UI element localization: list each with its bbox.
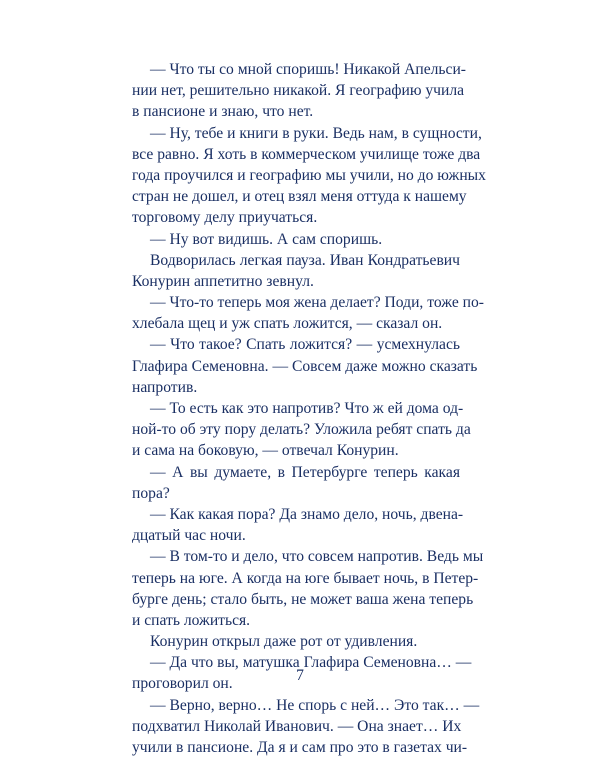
text-line: нии нет, решительно никакой. Я географию учила (132, 82, 465, 100)
text-line: Водворилась легкая пауза. Иван Кондратьевич (150, 251, 460, 269)
text-line: все равно. Я хоть в коммерческом училище тоже два (132, 145, 481, 163)
text-line: — Как какая пора? Да знамо дело, ночь, двена- (150, 505, 464, 523)
text-line: — Ну, тебе и книги в руки. Ведь нам, в сущности, (150, 124, 482, 142)
text-line: Конурин открыл даже рот от удивления. (150, 633, 418, 651)
text-line: бурге день; стало быть, не может ваша жена теперь (132, 590, 474, 608)
text-line: учили в пансионе. Да я и сам про это в газетах чи- (132, 739, 468, 756)
text-line: дцатый час ночи. (132, 527, 246, 545)
text-line: — Ну вот видишь. А сам споришь. (150, 230, 383, 248)
body-text (132, 59, 486, 758)
text-line: и спать ложиться. (132, 611, 251, 629)
text-line: в пансионе и знаю, что нет. (132, 103, 314, 121)
text-line: — Верно, верно… Не спорь с ней… Это так… — (150, 696, 480, 714)
text-line: и сама на боковую, — отвечал Конурин. (132, 442, 399, 460)
text-line: — Да что вы, матушка Глафира Семеновна… — (150, 654, 472, 672)
text-line: проговорил он. (132, 675, 233, 693)
text-line: пора? (132, 484, 170, 502)
text-line: — Что такое? Спать ложится? — усмехнулась (150, 336, 460, 354)
text-line: напротив. (132, 378, 198, 396)
text-line: ной-то об эту пору делать? Уложила ребят спать да (132, 421, 471, 439)
text-line: — Что-то теперь моя жена делает? Поди, тоже по- (150, 294, 484, 312)
text-line: — А вы думаете, в Петербурге теперь какая (150, 463, 460, 481)
text-line: — То есть как это напротив? Что ж ей дома од- (150, 400, 464, 417)
text-line: — Что ты со мной споришь! Никакой Апельси- (150, 61, 466, 78)
text-line: торговому делу приучаться. (132, 209, 318, 227)
text-line: — В том-то и дело, что совсем напротив. Ведь мы (150, 548, 484, 566)
page-number: 7 (296, 667, 304, 684)
text-line: Конурин аппетитно зевнул. (132, 272, 314, 290)
text-line: Глафира Семеновна. — Совсем даже можно сказать (132, 357, 478, 375)
text-line: года проучился и географию мы учили, но до южных (132, 166, 486, 184)
text-line: подхватил Николай Иванович. — Она знает… Их (132, 717, 462, 735)
text-line: стран не дошел, и отец взял меня оттуда к нашему (132, 188, 467, 206)
text-line: хлебала щец и уж спать ложится, — сказал он. (132, 315, 443, 333)
text-line: теперь на юге. А когда на юге бывает ночь, в Петер- (132, 569, 479, 587)
